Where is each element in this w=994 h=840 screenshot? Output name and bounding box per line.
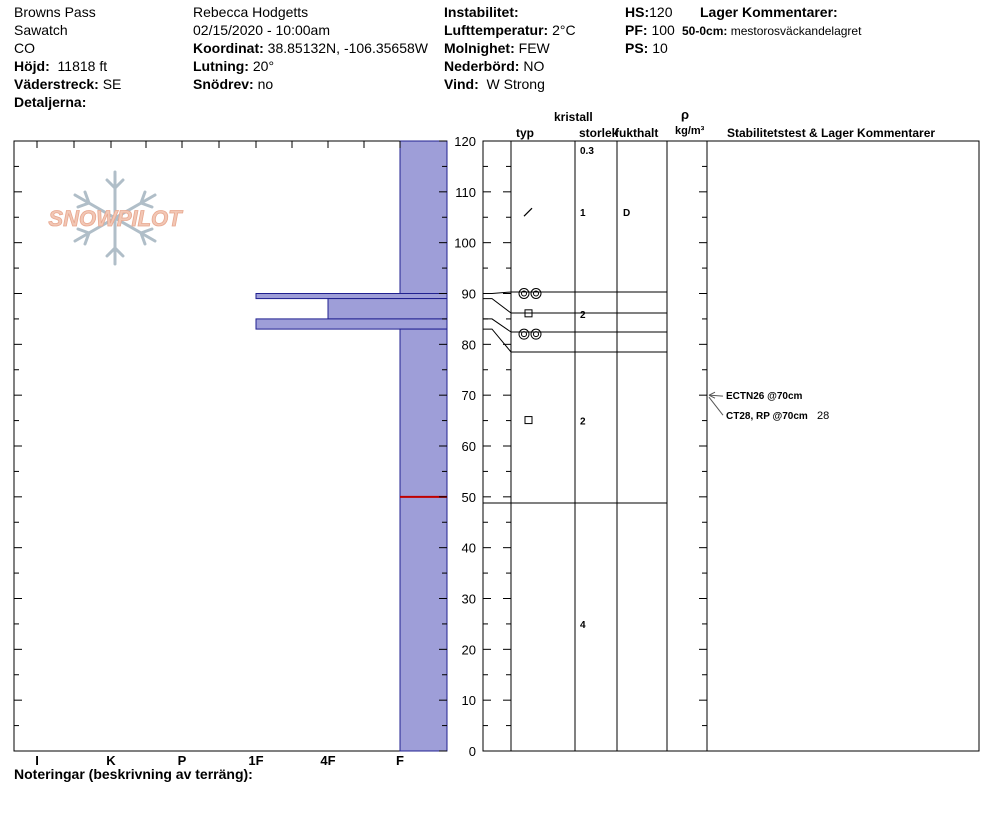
depth-tick-label: 80 [461,337,476,353]
header-density-unit: kg/m³ [675,125,705,137]
observer-name: Rebecca Hodgetts [193,4,309,20]
air-temp-value: 2°C [552,22,576,38]
precip-value: NO [523,58,545,74]
hardness-plot-ticks [14,141,447,751]
header-kristall: kristall [554,110,593,124]
sky-value: FEW [518,40,550,56]
aspect-label: Väderstreck: [14,76,99,92]
slope-label: Lutning: [193,58,249,74]
depth-tick-label: 10 [461,693,476,709]
wind-loading-label: Snödrev: [193,76,254,92]
hardness-layer-3 [256,319,447,329]
hardness-layer-1 [256,294,447,299]
wind-value: W Strong [486,76,545,92]
precip-label: Nederbörd: [444,58,520,74]
depth-tick-label: 0 [468,744,476,759]
grain-size-label: 4 [580,619,586,631]
stability-test-label: CT28, RP @70cm [726,411,808,423]
elevation-value: 11818 ft [57,58,108,74]
layer-table-frame [483,141,979,751]
layer-table-columns [511,141,707,751]
grain-size-label: 2 [580,309,586,321]
layer-comments-range: 50-0cm: [682,24,728,38]
grain-moisture-label: D [623,208,631,220]
hardness-tick-label: F [396,753,404,768]
stability-label: Instabilitet: [444,4,519,20]
header-rho: ρ [681,107,690,122]
header-fukthalt: fukthalt [615,126,659,140]
site-location: Browns Pass [14,4,96,20]
notes-label: Noteringar (beskrivning av terräng): [14,766,253,782]
hs-value: 120 [649,4,673,20]
hardness-tick-label: I [35,753,39,768]
layer-connector [483,299,511,313]
depth-tick-label: 30 [461,591,476,607]
layer-connector [483,329,511,352]
depth-tick-label: 60 [461,439,476,454]
pf-label: PF: [625,22,648,38]
grain-size-label: 2 [580,416,586,428]
depth-tick-label: 50 [461,489,476,505]
header-typ: typ [516,126,534,140]
hs-label: HS: [625,4,650,20]
grain-rounds-icon [519,329,529,339]
aspect-value: SE [102,76,122,92]
pf-value: 100 [651,22,675,38]
hardness-layer-0 [400,141,447,294]
header-stability: Stabilitetstest & Lager Kommentarer [727,126,936,140]
site-range: Sawatch [14,22,68,38]
wind-loading-value: no [257,76,274,92]
wind-label: Vind: [444,76,479,92]
header-storlek: storlek [579,126,619,140]
surface-size: 0.3 [580,146,594,157]
depth-axis-labels [454,134,476,759]
depth-tick-label: 90 [461,286,476,302]
grain-size-label: 1 [580,208,586,220]
hardness-plot-frame [14,141,447,751]
layer-connector [483,319,511,332]
coords-value: 38.85132N, -106.35658W [267,40,428,56]
depth-tick-label: 110 [455,184,476,200]
grain-square-icon [525,417,532,424]
hardness-axis-labels [35,753,404,768]
stability-test-extra: 28 [817,410,830,423]
hardness-tick-label: P [177,753,187,768]
hardness-tick-label: K [106,753,116,768]
test-pointer [709,397,723,415]
ps-label: PS: [625,40,649,56]
site-state: CO [14,40,35,56]
layer-comments-text: mestorosväckandelagret [730,24,862,38]
hardness-layers [256,141,447,751]
coords-label: Koordinat: [193,40,264,56]
ps-value: 10 [652,40,668,56]
stability-test-label: ECTN26 @70cm [726,391,803,403]
grain-rounds-icon [531,289,541,299]
depth-tick-label: 100 [454,235,476,251]
depth-tick-label: 70 [461,388,476,404]
air-temp-label: Lufttemperatur: [444,22,549,38]
sky-label: Molnighet: [444,40,515,56]
details-label: Detaljerna: [14,94,87,110]
slope-value: 20° [252,58,275,74]
depth-tick-label: 120 [454,134,476,149]
hardness-tick-label: 1F [248,753,264,768]
logo-text: SNOWPILOT [48,206,182,231]
stability-tests [709,391,829,422]
depth-tick-label: 20 [461,642,476,658]
layer-comments-title: Lager Kommentarer: [700,4,838,20]
grain-rounds-icon [531,329,541,339]
hardness-tick-label: 4F [320,753,336,768]
hardness-layer-4 [400,329,447,751]
table-headers [516,107,935,140]
layer-table-ticks [483,141,707,751]
elevation-label: Höjd: [14,58,50,74]
grain-slash-icon [524,208,532,216]
snowpilot-logo [48,172,183,264]
observation-datetime: 02/15/2020 - 10:00am [193,22,330,38]
depth-tick-label: 40 [461,540,476,556]
hardness-layer-2 [328,299,447,319]
grain-rounds-icon [519,289,529,299]
